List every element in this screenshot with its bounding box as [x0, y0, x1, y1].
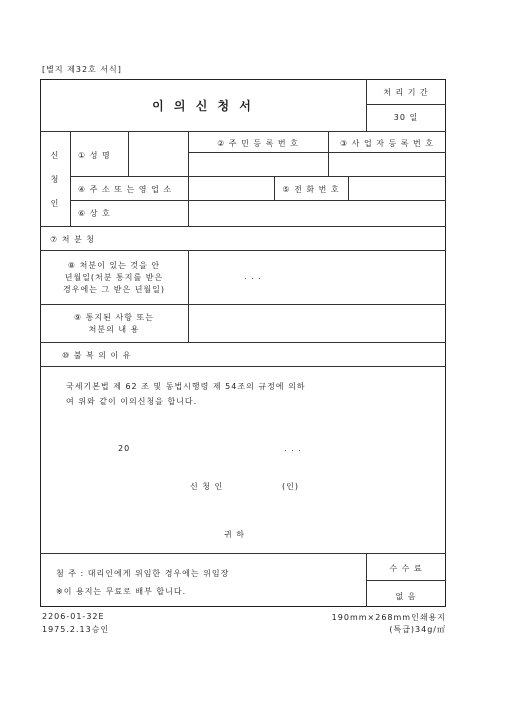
- divider: [70, 176, 446, 177]
- address-field[interactable]: [190, 178, 272, 198]
- applicant-side-label: 청: [50, 175, 60, 184]
- trade-name-label: ⑥ 상 호: [78, 209, 111, 218]
- divider: [128, 131, 129, 176]
- divider: [70, 200, 446, 201]
- attachment-note: 첨 주 : 대리인에게 위임한 경우에는 위임장: [56, 569, 230, 578]
- divider: [188, 250, 189, 342]
- business-number-label: ③ 사 업 자 등 록 번 호: [339, 139, 435, 148]
- fee-label: 수 수 료: [389, 564, 423, 573]
- reason-field[interactable]: [190, 344, 444, 364]
- date-known-value[interactable]: . . .: [244, 272, 262, 281]
- authority-field[interactable]: [190, 228, 444, 248]
- name-field[interactable]: [130, 133, 186, 174]
- divider: [40, 553, 446, 554]
- processing-period-value: 30 일: [393, 113, 419, 122]
- form-title: 이 의 신 청 서: [152, 99, 254, 113]
- divider: [348, 176, 349, 200]
- date-known-label-line: ⑧ 처분이 있는 것을 안: [67, 261, 161, 270]
- statement-line: 여 위와 같이 이의신청을 합니다.: [66, 397, 198, 406]
- date-year-prefix: 20: [118, 444, 131, 453]
- resident-number-label: ② 주 민 등 록 번 호: [217, 139, 299, 148]
- notified-label-line: ⑨ 통지된 사항 또는: [74, 313, 154, 322]
- divider: [40, 226, 446, 227]
- statement-line: 국세기본법 제 62 조 및 동법시행령 제 54조의 규정에 의하: [66, 382, 306, 391]
- name-label: ① 성 명: [78, 151, 111, 160]
- divider: [188, 152, 446, 153]
- divider: [40, 342, 446, 343]
- address-label: ④ 주 소 또 는 영 업 소: [78, 185, 173, 194]
- reason-label: ⑩ 불 복 의 이 유: [62, 351, 132, 360]
- phone-field[interactable]: [350, 178, 444, 198]
- date-known-label: [40, 260, 188, 296]
- divider: [366, 580, 446, 581]
- divider: [70, 131, 71, 226]
- divider: [40, 250, 446, 251]
- applicant-side-label: 신: [50, 151, 60, 160]
- paper-size: 190mm×268mm인쇄용지: [331, 613, 446, 622]
- signature-label: 신 청 인: [190, 482, 224, 491]
- notified-label: [40, 312, 188, 336]
- paper-grade: (특급)34g/㎡: [389, 625, 446, 634]
- addressee: 귀 하: [224, 530, 245, 539]
- authority-label: ⑦ 처 분 청: [50, 235, 95, 244]
- form-code: 2206-01-32E: [42, 612, 105, 621]
- divider: [40, 366, 446, 367]
- date-known-label-line: 년월일(처분 통지를 받은: [64, 273, 164, 282]
- free-distribution-note: ※이 용지는 무료로 배부 합니다.: [56, 587, 187, 596]
- date-known-label-line: 경우에는 그 받은 년월일): [62, 285, 166, 294]
- resident-number-field[interactable]: [190, 154, 326, 174]
- processing-period-label: 처 리 기 간: [383, 88, 429, 97]
- notified-label-line: 처분의 내 용: [88, 325, 140, 334]
- date-dots[interactable]: . . .: [284, 444, 302, 453]
- seal-mark[interactable]: (인): [282, 482, 299, 491]
- divider: [40, 304, 446, 305]
- applicant-side-label: 인: [50, 199, 60, 208]
- form-reference: [별지 제32호 서식]: [42, 65, 122, 74]
- trade-name-field[interactable]: [190, 202, 444, 224]
- notified-field[interactable]: [190, 306, 444, 340]
- phone-label: ⑤ 전 화 번 호: [282, 185, 340, 194]
- fee-value: 없 음: [395, 592, 417, 601]
- business-number-field[interactable]: [330, 154, 444, 174]
- divider: [40, 131, 446, 132]
- divider: [366, 104, 446, 105]
- approval-date: 1975.2.13승인: [42, 625, 110, 634]
